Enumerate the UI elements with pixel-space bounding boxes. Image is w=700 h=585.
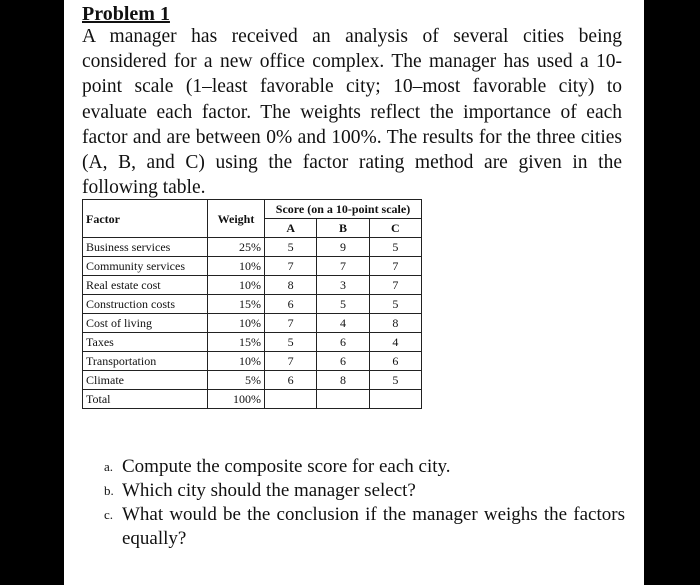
question-item xyxy=(100,479,625,503)
score-a-cell: 6 xyxy=(265,371,317,390)
city-header-c: C xyxy=(369,219,421,238)
score-a-cell: 8 xyxy=(265,276,317,295)
score-a-cell: 5 xyxy=(265,238,317,257)
score-b-cell: 6 xyxy=(317,333,369,352)
table-row xyxy=(83,333,422,352)
weight-cell: 10% xyxy=(208,352,265,371)
score-b-cell: 3 xyxy=(317,276,369,295)
score-b-cell: 4 xyxy=(317,314,369,333)
score-b-cell: 7 xyxy=(317,257,369,276)
score-c-cell: 5 xyxy=(369,238,421,257)
score-b-cell: 5 xyxy=(317,295,369,314)
question-marker: a. xyxy=(104,459,114,474)
score-b-cell: 9 xyxy=(317,238,369,257)
total-row xyxy=(83,390,422,409)
score-c-cell: 5 xyxy=(369,371,421,390)
table-header-row xyxy=(83,200,422,219)
factor-cell: Business services xyxy=(83,238,208,257)
question-text: What would be the conclusion if the manager weighs the factors equally? xyxy=(122,504,625,549)
question-text: Which city should the manager select? xyxy=(122,480,416,501)
score-header: Score (on a 10-point scale) xyxy=(265,200,422,219)
factor-cell: Cost of living xyxy=(83,314,208,333)
city-header-b: B xyxy=(317,219,369,238)
factor-cell: Climate xyxy=(83,371,208,390)
table-row xyxy=(83,238,422,257)
factor-cell: Community services xyxy=(83,257,208,276)
weight-cell: 25% xyxy=(208,238,265,257)
question-text: Compute the composite score for each city. xyxy=(122,456,451,477)
question-list xyxy=(100,455,625,551)
table-row xyxy=(83,314,422,333)
document-page xyxy=(64,0,644,585)
score-b-cell: 6 xyxy=(317,352,369,371)
table-row xyxy=(83,371,422,390)
score-a-cell: 7 xyxy=(265,257,317,276)
score-c-cell: 7 xyxy=(369,257,421,276)
problem-title: Problem 1 xyxy=(82,3,170,25)
weight-cell: 5% xyxy=(208,371,265,390)
factor-header: Factor xyxy=(83,200,208,238)
table-row xyxy=(83,352,422,371)
factor-rating-table xyxy=(82,199,422,409)
total-label: Total xyxy=(83,390,208,409)
score-c-cell: 6 xyxy=(369,352,421,371)
weight-header: Weight xyxy=(208,200,265,238)
factor-cell: Real estate cost xyxy=(83,276,208,295)
total-weight: 100% xyxy=(208,390,265,409)
weight-cell: 10% xyxy=(208,314,265,333)
score-c-cell: 7 xyxy=(369,276,421,295)
weight-cell: 15% xyxy=(208,295,265,314)
score-c-cell: 8 xyxy=(369,314,421,333)
table-row xyxy=(83,295,422,314)
factor-cell: Transportation xyxy=(83,352,208,371)
question-item xyxy=(100,503,625,551)
score-a-cell: 5 xyxy=(265,333,317,352)
empty-cell xyxy=(317,390,369,409)
score-a-cell: 7 xyxy=(265,314,317,333)
question-item xyxy=(100,455,625,479)
score-c-cell: 4 xyxy=(369,333,421,352)
table-row xyxy=(83,276,422,295)
table-row xyxy=(83,257,422,276)
weight-cell: 15% xyxy=(208,333,265,352)
score-b-cell: 8 xyxy=(317,371,369,390)
weight-cell: 10% xyxy=(208,276,265,295)
score-a-cell: 6 xyxy=(265,295,317,314)
score-a-cell: 7 xyxy=(265,352,317,371)
empty-cell xyxy=(369,390,421,409)
weight-cell: 10% xyxy=(208,257,265,276)
question-marker: c. xyxy=(104,507,114,522)
factor-cell: Taxes xyxy=(83,333,208,352)
factor-cell: Construction costs xyxy=(83,295,208,314)
question-marker: b. xyxy=(104,483,114,498)
empty-cell xyxy=(265,390,317,409)
score-c-cell: 5 xyxy=(369,295,421,314)
problem-paragraph: A manager has received an analysis of several cities being considered for a new office complex. The manager has used a 10-point scale (1–least favorable city; 10–most favorable city) to evaluate each factor. The weights reflect the importance of each factor and are between 0% and 100%. The results for the three cities (A, B, and C) using the factor rating method are given in the following table. xyxy=(82,26,622,199)
city-header-a: A xyxy=(265,219,317,238)
